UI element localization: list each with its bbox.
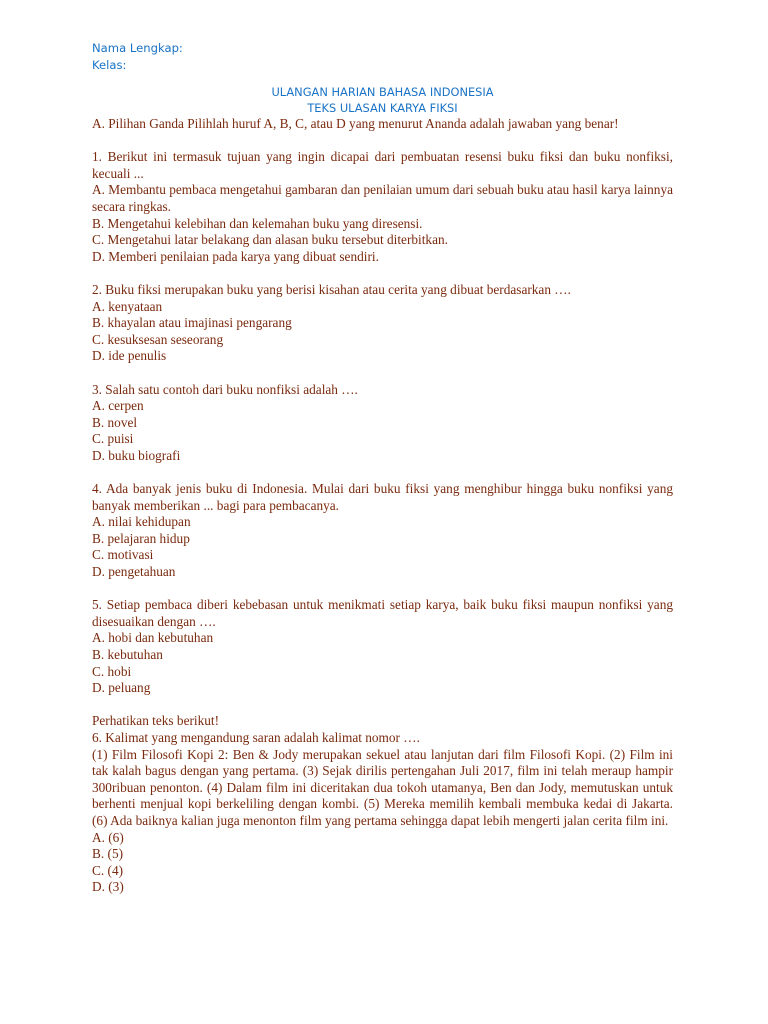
question-1 bbox=[92, 149, 673, 265]
option: A. kenyataan bbox=[92, 298, 163, 314]
option: A. cerpen bbox=[92, 398, 144, 414]
spacer bbox=[92, 464, 673, 481]
spacer bbox=[92, 265, 673, 282]
passage-intro: Perhatikan teks berikut! bbox=[92, 713, 220, 729]
option: D. (3) bbox=[92, 879, 124, 895]
option: B. pelajaran hidup bbox=[92, 530, 190, 546]
option: D. ide penulis bbox=[92, 348, 167, 364]
title-line-2: TEKS ULASAN KARYA FIKSI bbox=[307, 101, 458, 115]
option: C. (4) bbox=[92, 862, 124, 878]
option: D. pengetahuan bbox=[92, 564, 176, 580]
option: C. hobi bbox=[92, 663, 132, 679]
document-title bbox=[92, 84, 673, 116]
option: C. Mengetahui latar belakang dan alasan buku tersebut diterbitkan. bbox=[92, 232, 448, 248]
question-4 bbox=[92, 481, 673, 581]
question-text: 6. Kalimat yang mengandung saran adalah kalimat nomor …. bbox=[92, 729, 420, 745]
option: C. motivasi bbox=[92, 547, 154, 563]
title-line-1: ULANGAN HARIAN BAHASA INDONESIA bbox=[271, 85, 494, 99]
question-2 bbox=[92, 282, 673, 365]
name-label: Nama Lengkap: bbox=[92, 41, 183, 55]
option: A. hobi dan kebutuhan bbox=[92, 630, 214, 646]
option: B. (5) bbox=[92, 846, 124, 862]
option: C. kesuksesan seseorang bbox=[92, 331, 224, 347]
spacer bbox=[92, 697, 673, 714]
option: C. puisi bbox=[92, 431, 134, 447]
option: A. Membantu pembaca mengetahui gambaran dan penilaian umum dari sebuah buku atau hasil karya lainnya secara ringkas. bbox=[92, 182, 673, 214]
question-text: 1. Berikut ini termasuk tujuan yang ingin dicapai dari pembuatan resensi buku fiksi dan buku nonfiksi, kecuali ... bbox=[92, 149, 673, 181]
question-6 bbox=[92, 713, 673, 896]
class-label: Kelas: bbox=[92, 58, 127, 72]
option: B. novel bbox=[92, 414, 138, 430]
passage: (1) Film Filosofi Kopi 2: Ben & Jody merupakan sekuel atau lanjutan dari film Filosofi Kopi. (2) Film ini tak kalah bagus dengan yang pertama. (3) Sejak dirilis pertengahan Juli 2017, film ini telah meraup hampir 300ribuan penonton. (4) Dalam film ini diceritakan dua tokoh utamanya, Ben dan Jody, memutuskan untuk berhenti menjual kopi berkeliling dengan kombi. (5) Mereka memilih kembali membuka kedai di Jakarta. (6) Ada baiknya kalian juga menonton film yang pertama sehingga dapat lebih mengerti jalan cerita film ini. bbox=[92, 746, 673, 828]
option: B. khayalan atau imajinasi pengarang bbox=[92, 315, 292, 331]
spacer bbox=[92, 133, 673, 150]
option: B. kebutuhan bbox=[92, 647, 163, 662]
option: D. Memberi penilaian pada karya yang dibuat sendiri. bbox=[92, 248, 379, 264]
instructions: A. Pilihan Ganda Pilihlah huruf A, B, C, atau D yang menurut Ananda adalah jawaban yang benar! bbox=[92, 116, 619, 131]
option: A. nilai kehidupan bbox=[92, 514, 191, 530]
question-5 bbox=[92, 597, 673, 697]
option: D. peluang bbox=[92, 680, 151, 696]
option: B. Mengetahui kelebihan dan kelemahan buku yang diresensi. bbox=[92, 215, 423, 231]
question-text: 5. Setiap pembaca diberi kebebasan untuk menikmati setiap karya, baik buku fiksi maupun nonfiksi yang disesuaikan dengan …. bbox=[92, 597, 673, 629]
option: A. (6) bbox=[92, 829, 124, 845]
spacer bbox=[92, 581, 673, 598]
spacer bbox=[92, 365, 673, 382]
question-3 bbox=[92, 382, 673, 465]
option: D. buku biografi bbox=[92, 447, 181, 463]
question-text: 3. Salah satu contoh dari buku nonfiksi adalah …. bbox=[92, 381, 358, 397]
question-text: 4. Ada banyak jenis buku di Indonesia. Mulai dari buku fiksi yang menghibur hingga buku nonfiksi yang banyak memberikan ... bagi para pembacanya. bbox=[92, 481, 673, 513]
question-text: 2. Buku fiksi merupakan buku yang berisi kisahan atau cerita yang dibuat berdasarkan …. bbox=[92, 281, 571, 297]
